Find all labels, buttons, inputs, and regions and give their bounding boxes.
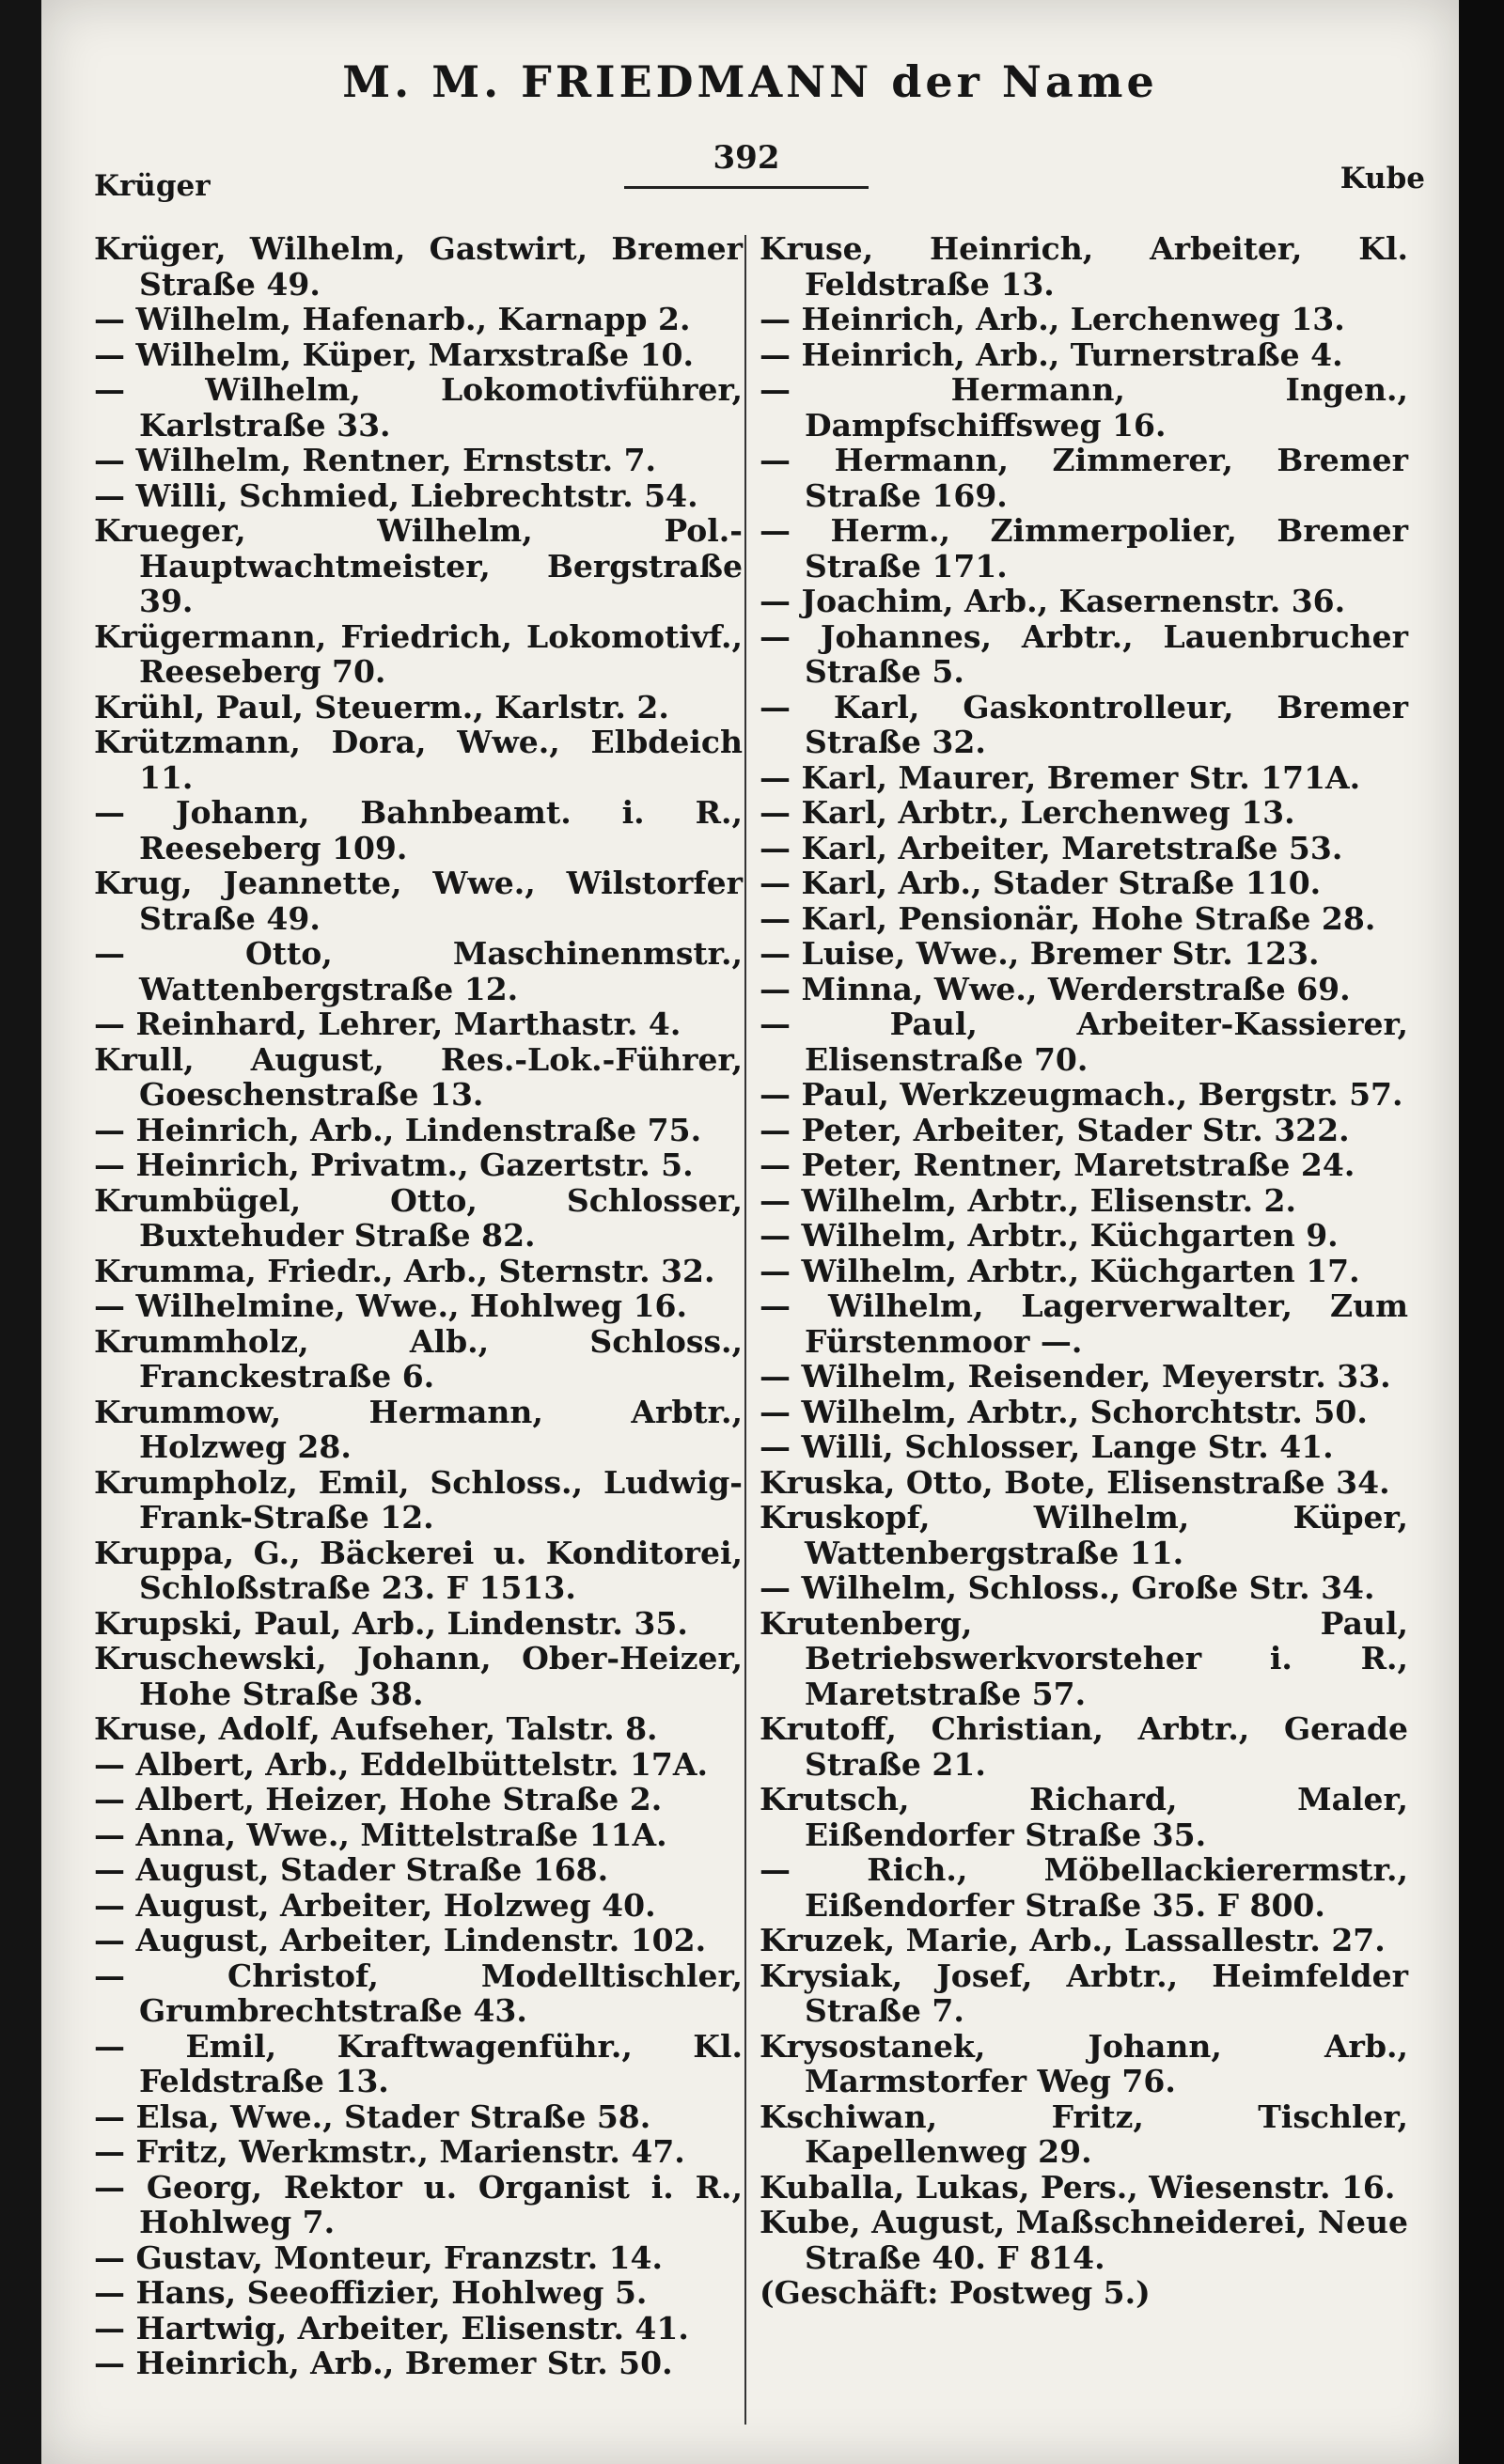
scan-border [1459, 0, 1504, 2464]
directory-entry: — Wilhelm, Arbtr., Küchgarten 9. [760, 1217, 1339, 1254]
directory-entry: — Heinrich, Arb., Bremer Str. 50. [94, 2345, 673, 2381]
left-column [94, 231, 743, 2381]
directory-entry: — Elsa, Wwe., Stader Straße 58. [94, 2098, 651, 2135]
directory-entry: Kuballa, Lukas, Pers., Wiesenstr. 16. [760, 2168, 1396, 2206]
directory-entry: — Karl, Arbtr., Lerchenweg 13. [760, 794, 1295, 831]
directory-entry: — Hermann, Ingen., Dampfschiffsweg 16. [760, 371, 1408, 444]
directory-entry: — August, Stader Straße 168. [94, 1851, 609, 1888]
directory-entry: Kschiwan, Fritz, Tischler, Kapellenweg 29. [760, 2098, 1408, 2170]
directory-entry: Kruse, Adolf, Aufseher, Talstr. 8. [94, 1710, 658, 1747]
directory-entry: — Peter, Rentner, Maretstraße 24. [760, 1146, 1355, 1183]
directory-entry: — Wilhelm, Lokomotivführer, Karlstraße 33. [94, 371, 743, 444]
directory-entry: — Albert, Heizer, Hohe Straße 2. [94, 1781, 663, 1817]
directory-entry: — Willi, Schmied, Liebrechtstr. 54. [94, 476, 698, 514]
directory-entry: — Joachim, Arb., Kasernenstr. 36. [760, 583, 1346, 619]
directory-entry: — August, Arbeiter, Holzweg 40. [94, 1886, 656, 1924]
directory-entry: — Luise, Wwe., Bremer Str. 123. [760, 935, 1320, 972]
directory-entry: Kruskopf, Wilhelm, Küper, Wattenbergstraße 11. [760, 1499, 1408, 1571]
directory-entry: — Wilhelm, Schloss., Große Str. 34. [760, 1569, 1375, 1606]
directory-entry: Krueger, Wilhelm, Pol.-Hauptwachtmeister, Bergstraße 39. [94, 512, 743, 619]
directory-entry: — Wilhelm, Hafenarb., Karnapp 2. [94, 301, 691, 337]
directory-entry: Krumpholz, Emil, Schloss., Ludwig-Frank-Straße 12. [94, 1463, 743, 1536]
directory-entry: Krysostanek, Johann, Arb., Marmstorfer Weg 76. [760, 2027, 1408, 2099]
directory-entry: Krutoff, Christian, Arbtr., Gerade Straße 21. [760, 1710, 1408, 1783]
directory-entry: Kruska, Otto, Bote, Elisenstraße 34. [760, 1463, 1390, 1501]
directory-entry: — Wilhelm, Küper, Marxstraße 10. [94, 335, 694, 373]
directory-entry: — Johannes, Arbtr., Lauenbrucher Straße 5. [760, 617, 1408, 690]
directory-entry: — Fritz, Werkmstr., Marienstr. 47. [94, 2133, 685, 2170]
directory-entry: Krummholz, Alb., Schloss., Franckestraße 6. [94, 1322, 743, 1395]
column-divider [744, 235, 746, 2425]
directory-entry: — August, Arbeiter, Lindenstr. 102. [94, 1922, 707, 1958]
directory-entry: Kruschewski, Johann, Ober-Heizer, Hohe Straße 38. [94, 1640, 743, 1712]
directory-entry: Krutenberg, Paul, Betriebswerkvorsteher i. R., Maretstraße 57. [760, 1604, 1408, 1712]
directory-entry: — Wilhelm, Arbtr., Küchgarten 17. [760, 1252, 1360, 1289]
directory-entry: — Wilhelm, Rentner, Ernststr. 7. [94, 442, 657, 478]
directory-entry: — Wilhelm, Reisender, Meyerstr. 33. [760, 1358, 1391, 1395]
directory-entry: — Wilhelm, Arbtr., Elisenstr. 2. [760, 1181, 1296, 1219]
directory-entry: — Karl, Arbeiter, Maretstraße 53. [760, 829, 1343, 866]
directory-entry: Krumbügel, Otto, Schlosser, Buxtehuder Straße 82. [94, 1181, 743, 1254]
page-banner: M. M. FRIEDMANN der Name [342, 56, 1158, 107]
directory-entry: — Karl, Arb., Stader Straße 110. [760, 865, 1322, 901]
page-number-rule [624, 186, 869, 189]
directory-entry: (Geschäft: Postweg 5.) [760, 2274, 1151, 2311]
directory-entry: — Johann, Bahnbeamt. i. R., Reeseberg 109. [94, 794, 743, 866]
directory-entry: — Hermann, Zimmerer, Bremer Straße 169. [760, 442, 1408, 514]
directory-entry: — Herm., Zimmerpolier, Bremer Straße 171. [760, 512, 1408, 585]
directory-entry: — Albert, Arb., Eddelbüttelstr. 17A. [94, 1745, 708, 1783]
directory-entry: — Peter, Arbeiter, Stader Str. 322. [760, 1111, 1350, 1148]
directory-entry: — Wilhelmine, Wwe., Hohlweg 16. [94, 1287, 688, 1324]
directory-entry: — Anna, Wwe., Mittelstraße 11A. [94, 1816, 667, 1853]
running-head-left: Krüger [94, 169, 211, 203]
directory-entry: Kruzek, Marie, Arb., Lassallestr. 27. [760, 1922, 1386, 1958]
directory-entry: — Paul, Arbeiter-Kassierer, Elisenstraße 70. [760, 1006, 1408, 1078]
directory-entry: Krüger, Wilhelm, Gastwirt, Bremer Straße 49. [94, 230, 743, 303]
directory-entry: Krupski, Paul, Arb., Lindenstr. 35. [94, 1604, 688, 1642]
directory-entry: — Karl, Pensionär, Hohe Straße 28. [760, 899, 1376, 937]
directory-entry: — Reinhard, Lehrer, Marthastr. 4. [94, 1006, 682, 1042]
directory-entry: Krützmann, Dora, Wwe., Elbdeich 11. [94, 724, 743, 796]
directory-entry: — Hartwig, Arbeiter, Elisenstr. 41. [94, 2309, 689, 2347]
directory-entry: — Karl, Gaskontrolleur, Bremer Straße 32. [760, 688, 1408, 760]
directory-entry: Krühl, Paul, Steuerm., Karlstr. 2. [94, 688, 669, 725]
directory-entry: — Heinrich, Arb., Lindenstraße 75. [94, 1111, 702, 1148]
running-head-right: Kube [1340, 162, 1425, 195]
directory-entry: — Rich., Möbellackierermstr., Eißendorfer Straße 35. F 800. [760, 1851, 1408, 1924]
directory-entry: — Georg, Rektor u. Organist i. R., Hohlweg 7. [94, 2168, 743, 2240]
directory-entry: Krull, August, Res.-Lok.-Führer, Goeschenstraße 13. [94, 1040, 743, 1113]
right-column [760, 231, 1408, 2311]
directory-entry: Krysiak, Josef, Arbtr., Heimfelder Straße 7. [760, 1957, 1408, 2029]
directory-entry: — Wilhelm, Lagerverwalter, Zum Fürstenmoor —. [760, 1287, 1408, 1360]
directory-entry: — Emil, Kraftwagenführ., Kl. Feldstraße 13. [94, 2027, 743, 2099]
directory-entry: Krumma, Friedr., Arb., Sternstr. 32. [94, 1252, 715, 1289]
directory-entry: Kruse, Heinrich, Arbeiter, Kl. Feldstraße 13. [760, 230, 1408, 303]
directory-entry: — Wilhelm, Arbtr., Schorchtstr. 50. [760, 1393, 1368, 1430]
directory-entry: — Otto, Maschinenmstr., Wattenbergstraße 12. [94, 935, 743, 1007]
directory-entry: — Karl, Maurer, Bremer Str. 171A. [760, 758, 1361, 796]
directory-entry: Krügermann, Friedrich, Lokomotivf., Reeseberg 70. [94, 617, 743, 690]
directory-entry: — Gustav, Monteur, Franzstr. 14. [94, 2238, 663, 2276]
directory-entry: — Hans, Seeoffizier, Hohlweg 5. [94, 2274, 648, 2311]
directory-entry: Kruppa, G., Bäckerei u. Konditorei, Schloßstraße 23. F 1513. [94, 1534, 743, 1606]
directory-entry: — Paul, Werkzeugmach., Bergstr. 57. [760, 1076, 1403, 1113]
directory-page [41, 0, 1459, 2464]
directory-entry: — Christof, Modelltischler, Grumbrechtstraße 43. [94, 1957, 743, 2029]
page-number: 392 [713, 139, 780, 177]
directory-entry: — Minna, Wwe., Werderstraße 69. [760, 970, 1351, 1007]
directory-entry: — Heinrich, Arb., Turnerstraße 4. [760, 335, 1343, 373]
directory-entry: Kube, August, Maßschneiderei, Neue Straße 40. F 814. [760, 2204, 1408, 2276]
directory-entry: — Heinrich, Arb., Lerchenweg 13. [760, 301, 1345, 337]
directory-entry: Krummow, Hermann, Arbtr., Holzweg 28. [94, 1393, 743, 1465]
directory-entry: Krug, Jeannette, Wwe., Wilstorfer Straße 49. [94, 865, 743, 937]
directory-entry: — Heinrich, Privatm., Gazertstr. 5. [94, 1146, 694, 1183]
directory-entry: — Willi, Schlosser, Lange Str. 41. [760, 1428, 1334, 1465]
directory-entry: Krutsch, Richard, Maler, Eißendorfer Straße 35. [760, 1781, 1408, 1853]
